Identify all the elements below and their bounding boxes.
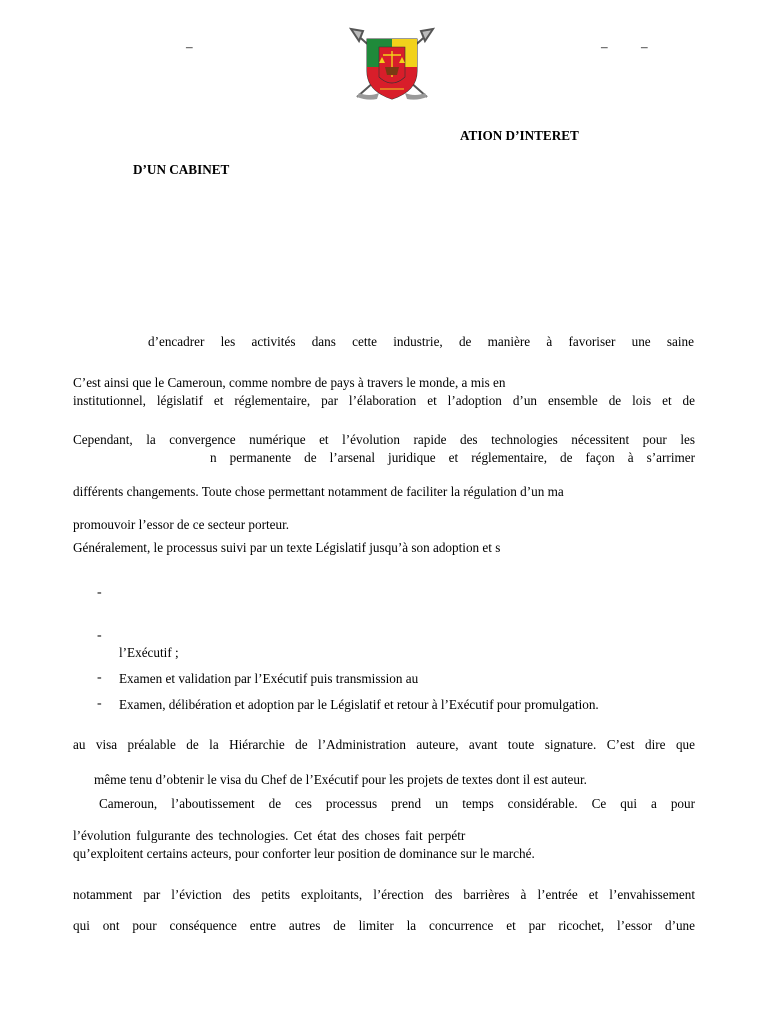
- list-item-2-continuation: l’Exécutif ;: [119, 645, 179, 660]
- paragraph-9: Cameroun, l’aboutissement de ces processus prend un temps considérable. Ce qui a pour: [99, 796, 695, 811]
- title-line-1: ATION D’INTERET: [460, 128, 579, 143]
- paragraph-4: différents changements. Toute chose permettant notamment de faciliter la régulation d’un ma: [73, 484, 564, 499]
- paragraph-2-line-2: institutionnel, législatif et réglementaire, par l’élaboration et l’adoption d’un ensemble de lois et de: [73, 393, 695, 408]
- coat-of-arms-emblem: [349, 27, 435, 103]
- list-bullet-1: -: [97, 585, 102, 600]
- header-dash-right-1: –: [601, 39, 608, 54]
- header-dash-right-2: –: [641, 39, 648, 54]
- paragraph-5: promouvoir l’essor de ce secteur porteur.: [73, 517, 290, 532]
- paragraph-11: notamment par l’éviction des petits exploitants, l’érection des barrières à l’entrée et l’envahissement: [73, 887, 695, 902]
- title-line-2: D’UN CABINET: [133, 162, 230, 177]
- paragraph-6: Généralement, le processus suivi par un texte Législatif jusqu’à son adoption et s: [73, 540, 501, 555]
- list-bullet-2: -: [97, 628, 102, 643]
- paragraph-3-line-2: n permanente de l’arsenal juridique et réglementaire, de façon à s’arrimer: [210, 450, 695, 465]
- paragraph-10-line-1: l’évolution fulgurante des technologies. Cet état des choses fait perpétr: [73, 828, 466, 843]
- ribbon-left-icon: [357, 93, 379, 100]
- paragraph-2-line-1: C’est ainsi que le Cameroun, comme nombre de pays à travers le monde, a mis en: [73, 375, 506, 390]
- paragraph-7: au visa préalable de la Hiérarchie de l’Administration auteure, avant toute signature. C’est dire que: [73, 737, 695, 752]
- paragraph-1: d’encadrer les activités dans cette industrie, de manière à favoriser une saine: [148, 334, 694, 349]
- paragraph-12: qui ont pour conséquence entre autres de limiter la concurrence et par ricochet, l’essor d’une: [73, 918, 695, 933]
- paragraph-8: même tenu d’obtenir le visa du Chef de l’Exécutif pour les projets de textes dont il est auteur.: [94, 772, 587, 787]
- list-bullet-3: -: [97, 670, 102, 685]
- paragraph-3-line-1: Cependant, la convergence numérique et l’évolution rapide des technologies nécessitent pour les: [73, 432, 695, 447]
- list-item-4: Examen, délibération et adoption par le Législatif et retour à l’Exécutif pour promulgation.: [119, 697, 599, 712]
- ribbon-right-icon: [405, 93, 427, 100]
- list-item-3: Examen et validation par l’Exécutif puis transmission au: [119, 671, 419, 686]
- list-bullet-4: -: [97, 696, 102, 711]
- shield-icon: [367, 39, 417, 99]
- paragraph-10-line-2: qu’exploitent certains acteurs, pour conforter leur position de dominance sur le marché.: [73, 846, 535, 861]
- header-dash-left: –: [186, 39, 193, 54]
